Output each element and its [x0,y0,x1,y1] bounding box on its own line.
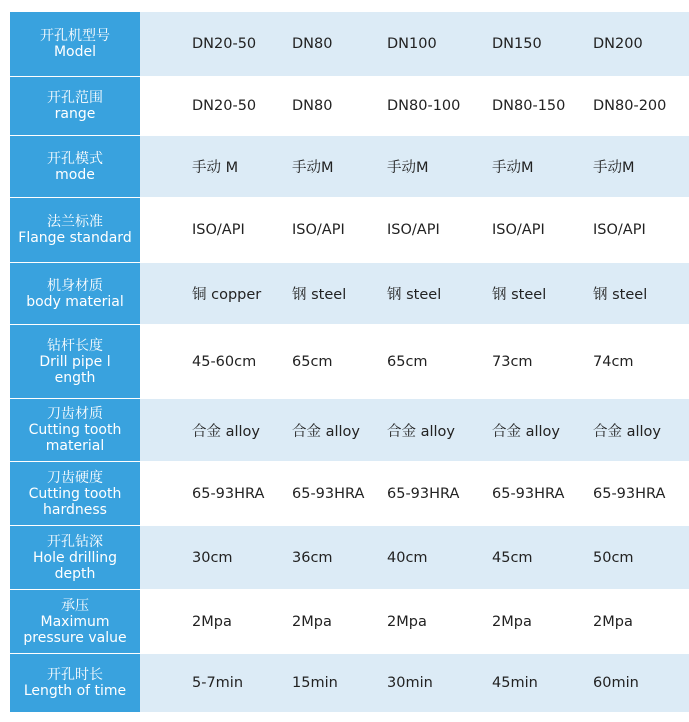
row-header-zh: 刀齿材质 [47,406,103,422]
table-cell: DN200 [593,36,643,52]
table-cell: 合金 alloy [593,423,662,440]
row-header-en: Drill pipe l [39,353,111,370]
table-cell: 钢 steel [593,287,648,303]
table-cell: 36cm [292,549,333,566]
table-cell: DN20-50 [192,98,257,114]
row-header-en: material [45,438,105,454]
table-cell: 钢 steel [387,287,442,303]
table-cell: 30min [387,675,433,691]
row-values [140,590,689,654]
table-cell: 60min [593,675,639,691]
table-cell: 65-93HRA [192,485,265,502]
row-header-zh: 开孔范围 [47,90,103,106]
table-cell: 2Mpa [292,613,332,630]
table-cell: 74cm [593,353,634,370]
row-header [10,77,140,136]
table-cell: 30cm [192,549,233,566]
table-row [10,654,689,713]
row-header [10,654,140,713]
row-values [140,136,689,198]
row-header-en: Length of time [23,683,127,699]
row-header-zh: 法兰标准 [47,214,103,230]
row-header-zh: 刀齿硬度 [47,469,103,486]
row-values [140,526,689,590]
table-cell: DN80-100 [387,98,461,114]
row-header [10,136,140,198]
table-cell: DN100 [387,36,437,52]
table-row [10,462,689,526]
row-header [10,325,140,399]
row-values [140,77,689,136]
table-cell: 15min [292,675,338,691]
row-header [10,590,140,654]
table-row [10,263,689,325]
row-header-zh: 承压 [61,597,89,614]
table-cell: 手动M [387,160,429,176]
table-cell: 手动M [292,160,334,176]
table-cell: 手动M [593,160,635,176]
row-values [140,399,689,462]
table-cell: DN80 [292,36,333,52]
table-cell: ISO/API [492,222,545,238]
table-row [10,399,689,462]
row-header-en: depth [54,565,96,582]
table-cell: 65-93HRA [492,485,565,502]
row-header-en: Cutting tooth [28,422,122,438]
table-cell: DN80 [292,98,333,114]
table-cell: ISO/API [192,222,245,238]
row-values [140,198,689,263]
table-cell: 铜 copper [192,287,262,303]
table-row [10,136,689,198]
table-cell: 2Mpa [387,613,427,630]
row-header-zh: 开孔机型号 [40,28,110,44]
table-row [10,526,689,590]
table-cell: 2Mpa [492,613,532,630]
row-header-zh: 开孔时长 [47,667,103,683]
table-cell: 合金 alloy [192,423,261,440]
row-values [140,654,689,713]
row-header [10,263,140,325]
row-header-en: body material [26,293,124,310]
row-values [140,462,689,526]
table-cell: 45min [492,675,538,691]
row-header [10,526,140,590]
row-header-zh: 机身材质 [47,277,103,294]
table-cell: 5-7min [192,675,244,691]
table-cell: 手动M [492,160,534,176]
table-cell: 合金 alloy [292,423,361,440]
table-cell: 65-93HRA [387,485,460,502]
spec-table [10,12,689,713]
table-cell: 2Mpa [593,613,633,630]
row-values [140,263,689,325]
row-header [10,462,140,526]
row-header [10,399,140,462]
row-header-en: Flange standard [18,230,132,246]
row-header [10,12,140,77]
table-cell: DN80-200 [593,98,667,114]
table-cell: 合金 alloy [387,423,456,440]
table-cell: 45cm [492,549,533,566]
table-cell: 65cm [292,353,333,370]
row-header [10,198,140,263]
table-cell: DN80-150 [492,98,566,114]
table-cell: ISO/API [387,222,440,238]
table-row [10,325,689,399]
table-cell: ISO/API [292,222,345,238]
table-cell: 73cm [492,353,533,370]
row-header-en: pressure value [23,629,127,646]
table-cell: ISO/API [593,222,646,238]
table-cell: 65-93HRA [292,485,365,502]
row-header-zh: 开孔模式 [47,150,103,167]
table-cell: 2Mpa [192,613,232,630]
table-cell: 合金 alloy [492,423,561,440]
table-cell: 65cm [387,353,428,370]
table-cell: 手动 M [192,160,239,176]
table-cell: DN150 [492,36,542,52]
row-header-en: range [54,106,96,122]
table-cell: 钢 steel [492,287,547,303]
row-header-zh: 开孔钻深 [47,533,103,550]
table-cell: 45-60cm [192,353,257,370]
row-header-en: Cutting tooth [28,485,122,502]
row-values [140,325,689,399]
row-header-en: hardness [43,501,107,518]
row-header-en: Maximum [40,613,110,630]
row-header-en: Model [53,44,97,60]
row-header-en: mode [55,166,95,183]
table-row [10,590,689,654]
table-cell: 50cm [593,549,634,566]
row-header-zh: 钻杆长度 [47,337,103,354]
row-header-en: Hole drilling [32,549,117,566]
table-row [10,198,689,263]
table-row [10,77,689,136]
table-cell: 40cm [387,549,428,566]
table-cell: DN20-50 [192,36,257,52]
table-row [10,12,689,77]
row-values [140,12,689,77]
row-header-en: ength [54,369,96,386]
table-cell: 65-93HRA [593,485,666,502]
table-cell: 钢 steel [292,287,347,303]
